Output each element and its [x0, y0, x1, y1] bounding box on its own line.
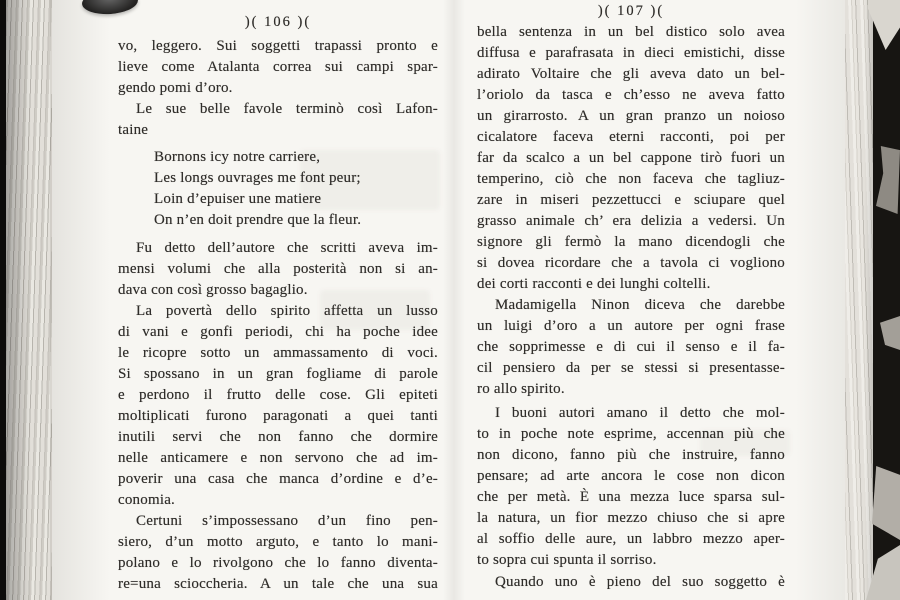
- text-line: Bornons icy notre carriere,: [154, 149, 321, 165]
- text-line: Fu detto dell’autore che scritti aveva im-: [136, 240, 438, 256]
- text-line: La povertà dello spirito affetta un lusso: [136, 303, 438, 319]
- text-line: si dovea ricordare che a tavola ci vogliono: [477, 255, 785, 271]
- text-line: dava con così grosso bagaglio.: [118, 282, 308, 298]
- text-line: che sopprimesse e di cui il senso e il fa-: [477, 339, 785, 355]
- left-binding-shade: [50, 0, 110, 600]
- right-page: [477, 1, 785, 593]
- text-line: l’oriolo da tasca e ch’esso ne aveva fatto: [477, 87, 785, 103]
- right-edge-shade: [795, 0, 850, 600]
- text-line: to in poche note esprime, accennan più che: [477, 426, 785, 442]
- page-number: )( 107 )(: [597, 3, 665, 19]
- gutter-shadow: [443, 0, 465, 600]
- text-line: la natura, un fior mezzo chiuso che si apre: [477, 510, 785, 526]
- text-line: pensare; ad arte ancora le cose non dicon: [477, 468, 785, 484]
- text-line: inutili servi che non fanno che dormire: [118, 429, 438, 445]
- text-line: un girarrosto. A un gran pranzo un noioso: [477, 108, 785, 124]
- text-line: lieve come Atalanta correa sui campi spar-: [118, 59, 438, 75]
- text-line: I buoni autori amano il detto che mol-: [495, 405, 785, 421]
- page-number: )( 106 )(: [244, 14, 312, 30]
- text-line: far da scalco a un bel cappone tirò fuori un: [477, 150, 785, 166]
- left-page-edges: [6, 0, 52, 600]
- text-line: al soffio delle aure, un labbro mezzo aper-: [477, 531, 785, 547]
- page-text-body: [477, 22, 785, 593]
- text-line: diffusa e parafrasata in dieci emistichi, disse: [477, 45, 785, 61]
- text-line: Quando uno è pieno del suo soggetto è: [495, 574, 785, 590]
- text-line: poverir una casa che manca d’ordine e d’e-: [118, 471, 438, 487]
- text-line: vo, leggero. Sui soggetti trapassi pronto e: [118, 38, 438, 54]
- left-page: [118, 12, 438, 595]
- text-line: non dicono, fanno più che instruire, fanno: [477, 447, 785, 463]
- text-line: adirato Voltaire che gli aveva dato un bel-: [477, 66, 785, 82]
- text-line: le ricopre sotto un ammassamento di voci.: [118, 345, 438, 361]
- text-line: cil pensiero da per se stessi si presentasse-: [477, 360, 785, 376]
- text-line: polano e lo rivolgono che lo fanno diventa-: [118, 555, 438, 571]
- text-line: un luigi d’oro a un autore per ogni frase: [477, 318, 785, 334]
- text-line: Les longs ouvrages me font peur;: [154, 170, 361, 186]
- text-line: gendo pomi d’oro.: [118, 80, 233, 96]
- text-line: e perdono il frutto delle cose. Gli epiteti: [118, 387, 438, 403]
- text-line: moltiplicati furono paragonati a quei tanti: [118, 408, 438, 424]
- text-line: Loin d’epuiser une matiere: [154, 191, 322, 207]
- text-line: temperino, ciò che non faceva che tagliuz-: [477, 171, 785, 187]
- text-line: nelle anticamere e non servono che ad im-: [118, 450, 438, 466]
- text-line: Certuni s’impossessano d’un fino pen-: [136, 513, 438, 529]
- text-line: che per metà. È una mezza luce sparsa sul-: [477, 489, 785, 505]
- text-line: taine: [118, 122, 149, 138]
- text-line: bella sentenza in un bel distico solo avea: [477, 24, 785, 40]
- text-line: Madamigella Ninon diceva che darebbe: [495, 297, 785, 313]
- text-line: On n’en doit prendre que la fleur.: [154, 212, 362, 228]
- page-text-body: [118, 36, 438, 595]
- text-line: grasso animale ch’ era delizia a vedersi. Un: [477, 213, 785, 229]
- text-line: di vani e gonfi periodi, chi ha poche idee: [118, 324, 438, 340]
- text-line: ro allo spirito.: [477, 381, 565, 397]
- text-line: Si spossano in un gran fogliame di parole: [118, 366, 438, 382]
- text-line: to sopra cui spunta il sorriso.: [477, 552, 657, 568]
- text-line: mensi volumi che alla posterità non si an-: [118, 261, 438, 277]
- text-line: Le sue belle favole terminò così Lafon-: [136, 101, 438, 117]
- text-line: dei corti racconti e dei lunghi coltelli.: [477, 276, 711, 292]
- text-line: signore gli fermò la mano dicendogli che: [477, 234, 785, 250]
- text-line: cicalatore faceva eterni racconti, poi per: [477, 129, 785, 145]
- text-line: re=una scioccheria. A un tale che una sua: [118, 576, 438, 592]
- text-line: zare in miseri pezzettucci e sciupare quel: [477, 192, 785, 208]
- text-line: siero, d’un motto arguto, e tanto lo mani-: [118, 534, 438, 550]
- text-line: conomia.: [118, 492, 176, 508]
